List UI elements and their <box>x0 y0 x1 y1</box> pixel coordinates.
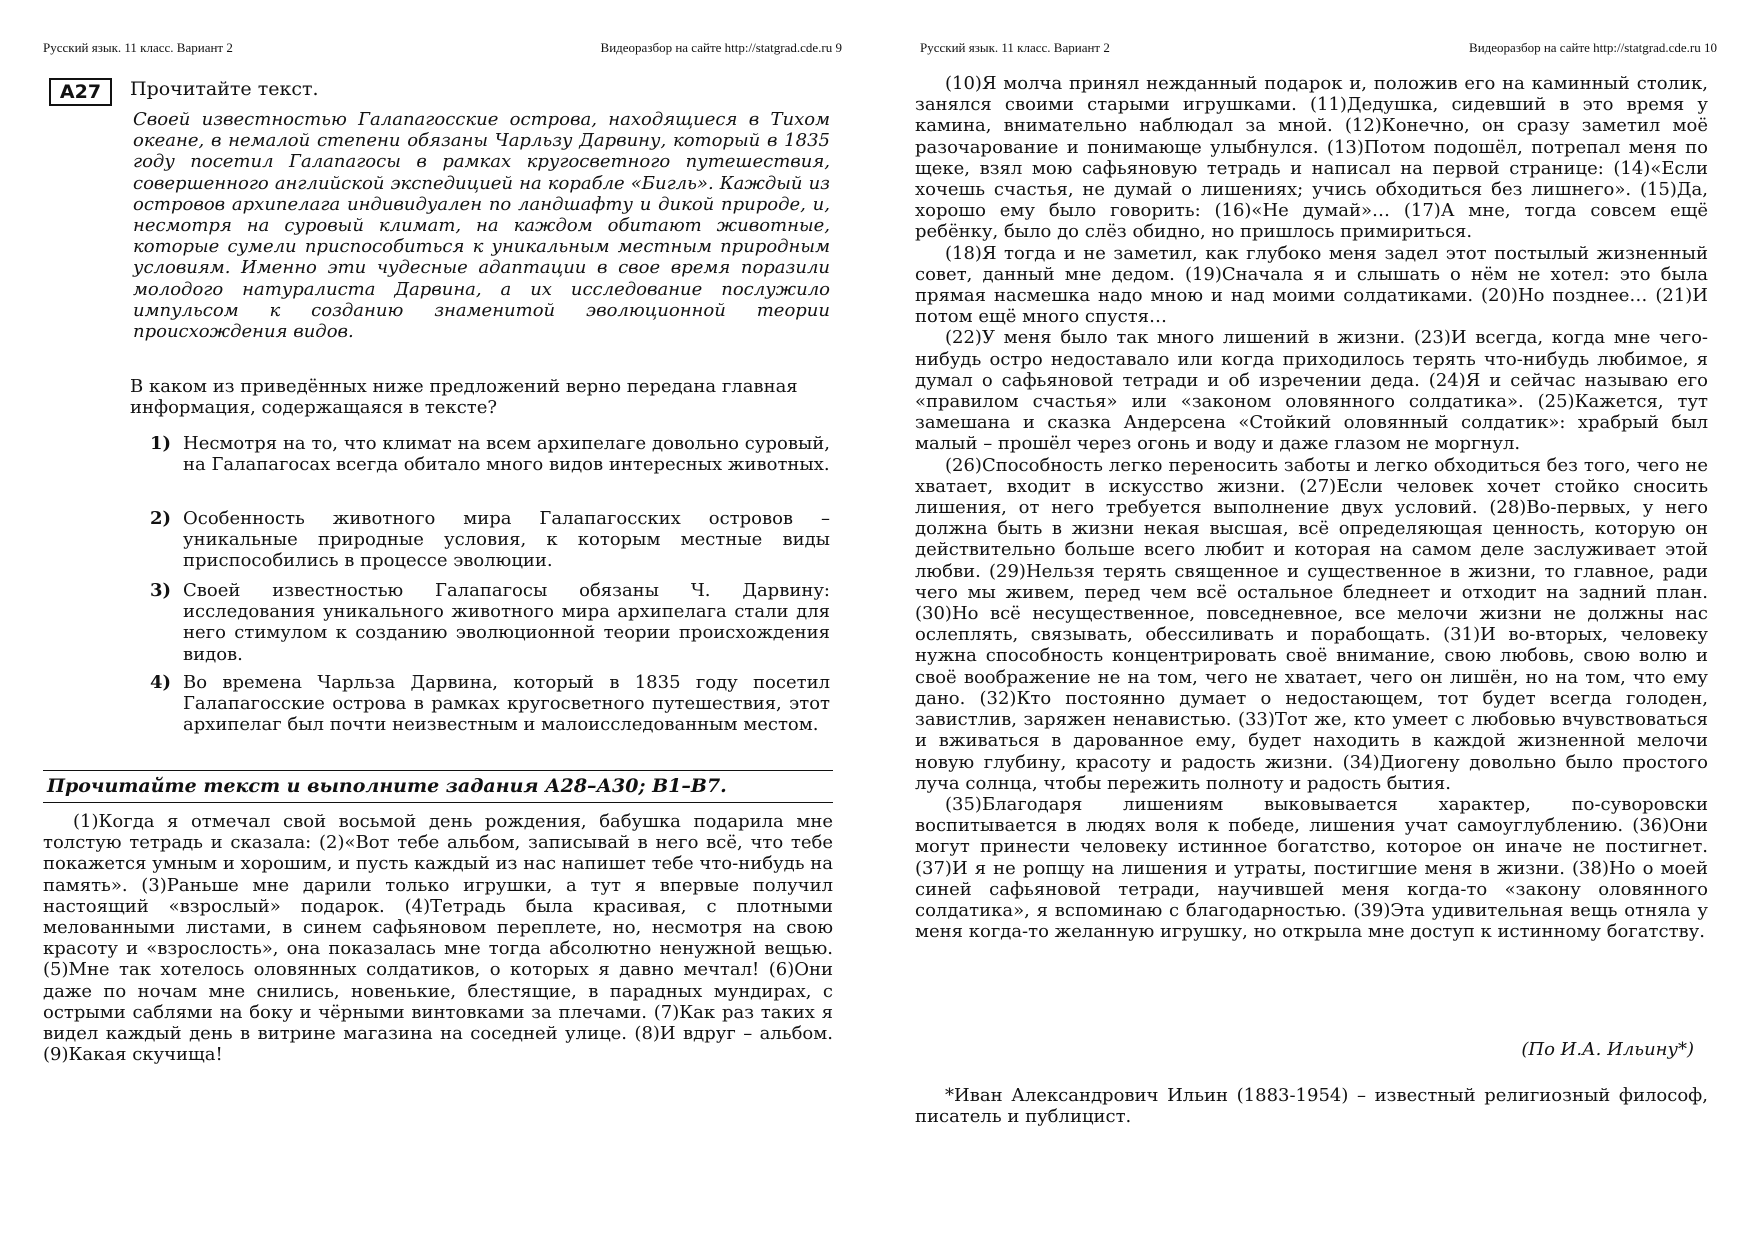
story-paragraph: (1)Когда я отмечал свой восьмой день рождения, бабушка подарила мне толстую тетрадь и сказала: (2)«Вот тебе альбом, записывай в него всё, что тебе покажется умным и хорошим, и пусть каждый из нас напишет тебе что-нибудь на память». (3)Раньше мне дарили только игрушки, а тут я впервые получил настоящий «взрослый» подарок. (4)Тетрадь была красивая, с плотными мелованными листами, в синем сафьяновом переплете, но, несмотря на свою красоту и «взрослость», она показалась мне тогда абсолютно ненужной вещью. (5)Мне так хотелось оловянных солдатиков, о которых я давно мечтал! (6)Они даже по ночам мне снились, новенькие, блестящие, в парадных мундирах, с острыми саблями на боку и чёрными винтовками за плечами. (7)Как раз таких я видел каждый день в витрине магазина на соседней улице. (8)И вдруг – альбом. (9)Какая скучища! <box>43 811 833 1066</box>
answer-option-3 <box>150 580 830 665</box>
italic-passage: Своей известностью Галапагосские острова, находящиеся в Тихом океане, в немалой степени обязаны Чарльзу Дарвину, который в 1835 году посетил Галапагосы в рамках кругосветного путешествия, совершенного английской экспедицией на корабле «Бигль». Каждый из островов архипелага индивидуален по ландшафту и дикой природе, и, несмотря на суровый климат, на каждом обитают животные, которые сумели приспособиться к уникальным местным природным условиям. Именно эти чудесные адаптации в свое время поразили молодого натуралиста Дарвина, а их исследование послужило импульсом к созданию знаменитой эволюционной теории происхождения видов. <box>133 109 830 343</box>
page-header-subject: Русский язык. 11 класс. Вариант 2 <box>920 40 1110 55</box>
page-header-site: Видеоразбор на сайте http://statgrad.cde.ru 10 <box>1469 40 1717 55</box>
option-number: 3) <box>150 580 172 601</box>
option-number: 2) <box>150 508 172 529</box>
page-header-site: Видеоразбор на сайте http://statgrad.cde.ru 9 <box>600 40 842 55</box>
answer-option-1 <box>150 433 830 475</box>
task-instruction: Прочитайте текст. <box>130 78 319 100</box>
section-title: Прочитайте текст и выполните задания А28–А30; В1–В7. <box>47 775 727 797</box>
story-paragraph: (22)У меня было так много лишений в жизни. (23)И всегда, когда мне чего-нибудь остро недоставало или когда приходилось терять что-нибудь любимое, я думал о сафьяновой тетради и об изречении деда. (24)Я и сейчас называю его «правилом счастья» или «законом оловянного солдатика». (25)Кажется, тут замешана и сказка Андерсена «Стойкий оловянный солдатик»: храбрый был малый – прошёл через огонь и воду и даже глазом не моргнул. <box>915 327 1708 455</box>
option-text: Несмотря на то, что климат на всем архипелаге довольно суровый, на Галапагосах всегда обитало много видов интересных животных. <box>183 433 830 476</box>
task-question: В каком из приведённых ниже предложений верно передана главная информация, содержащаяся в тексте? <box>130 376 798 419</box>
answer-option-4 <box>150 672 830 736</box>
option-number: 1) <box>150 433 172 454</box>
text-attribution: (По И.А. Ильину*) <box>1521 1039 1694 1060</box>
answer-option-2 <box>150 508 830 572</box>
story-paragraph: (10)Я молча принял нежданный подарок и, положив его на каминный столик, занялся своими старыми игрушками. (11)Дедушка, сидевший в это время у камина, внимательно наблюдал за мной. (12)Конечно, он сразу заметил моё разочарование и понимающе улыбнулся. (13)Потом подошёл, потрепал меня по щеке, взял мою сафьяновую тетрадь и написал на первой странице: (14)«Если хочешь счастья, не думай о лишениях; учись обходиться без лишнего». (15)Да, хорошо ему было говорить: (16)«Не думай»… (17)А мне, тогда совсем ещё ребёнку, было до слёз обидно, но пришлось примириться. <box>915 73 1708 243</box>
option-number: 4) <box>150 672 172 693</box>
section-rule-top <box>43 770 833 771</box>
story-text-continued <box>915 73 1708 942</box>
story-paragraph: (26)Способность легко переносить заботы и легко обходиться без того, чего не хватает, входит в искусство жизни. (27)Если человек хочет стойко сносить лишения, от него требуется выполнение двух условий. (28)Во-первых, у него должна быть в жизни некая высшая, всё определяющая ценность, которую он действительно больше всего любит и которая на самом деле заслуживает этой любви. (29)Нельзя терять священное и существенное в жизни, то главное, ради чего мы живем, перед чем всё остальное бледнеет и отходит на задний план. (30)Но всё несущественное, повседневное, все мелочи жизни не должны нас ослеплять, связывать, обессиливать и порабощать. (31)И во-вторых, человеку нужна способность концентрировать своё внимание, свою любовь, свою волю и своё воображение не на том, чего не хватает, чего он лишён, но на том, что ему дано. (32)Кто постоянно думает о недостающем, тот будет всегда голоден, завистлив, заряжен ненавистью. (33)Тот же, кто умеет с любовью вчувствоваться и вживаться в дарованное ему, будет находить в каждой жизненной мелочи новую глубину, красоту и радость жизни. (34)Диогену довольно было простого луча солнца, чтобы пережить полноту и радость бытия. <box>915 454 1708 794</box>
task-number-box: А27 <box>49 78 112 106</box>
story-paragraph: (18)Я тогда и не заметил, как глубоко меня задел этот постылый жизненный совет, данный мне дедом. (19)Сначала я и слышать о нём не хотел: это была прямая насмешка надо мною и над моими солдатиками. (20)Но позднее… (21)И потом ещё много спустя… <box>915 242 1708 328</box>
footnote-text: *Иван Александрович Ильин (1883-1954) – известный религиозный философ, писатель и публицист. <box>915 1085 1708 1128</box>
option-text: Особенность животного мира Галапагосских островов – уникальные природные условия, к которым местные виды приспособились в процессе эволюции. <box>183 508 830 572</box>
story-text-start <box>43 811 833 1065</box>
page-header-subject: Русский язык. 11 класс. Вариант 2 <box>43 40 233 55</box>
section-rule-bottom <box>43 802 833 803</box>
option-text: Своей известностью Галапагосы обязаны Ч. Дарвину: исследования уникального животного мира архипелага стали для него стимулом к созданию эволюционной теории происхождения видов. <box>183 580 830 665</box>
story-paragraph: (35)Благодаря лишениям выковывается характер, по-суворовски воспитывается в людях воля к победе, лишения учат самоуглублению. (36)Они могут принести человеку истинное богатство, которое он иначе не постигнет. (37)И я не ропщу на лишения и утраты, постигшие меня в жизни. (38)Но о моей синей сафьяновой тетради, научившей меня когда-то «закону оловянного солдатика», я вспоминаю с благодарностью. (39)Эта удивительная вещь отняла у меня когда-то желанную игрушку, но открыла мне доступ к истинному богатству. <box>915 793 1708 943</box>
footnote <box>915 1085 1708 1127</box>
option-text: Во времена Чарльза Дарвина, который в 1835 году посетил Галапагосские острова в рамках кругосветного путешествия, этот архипелаг был почти неизвестным и малоисследованным местом. <box>183 672 830 736</box>
